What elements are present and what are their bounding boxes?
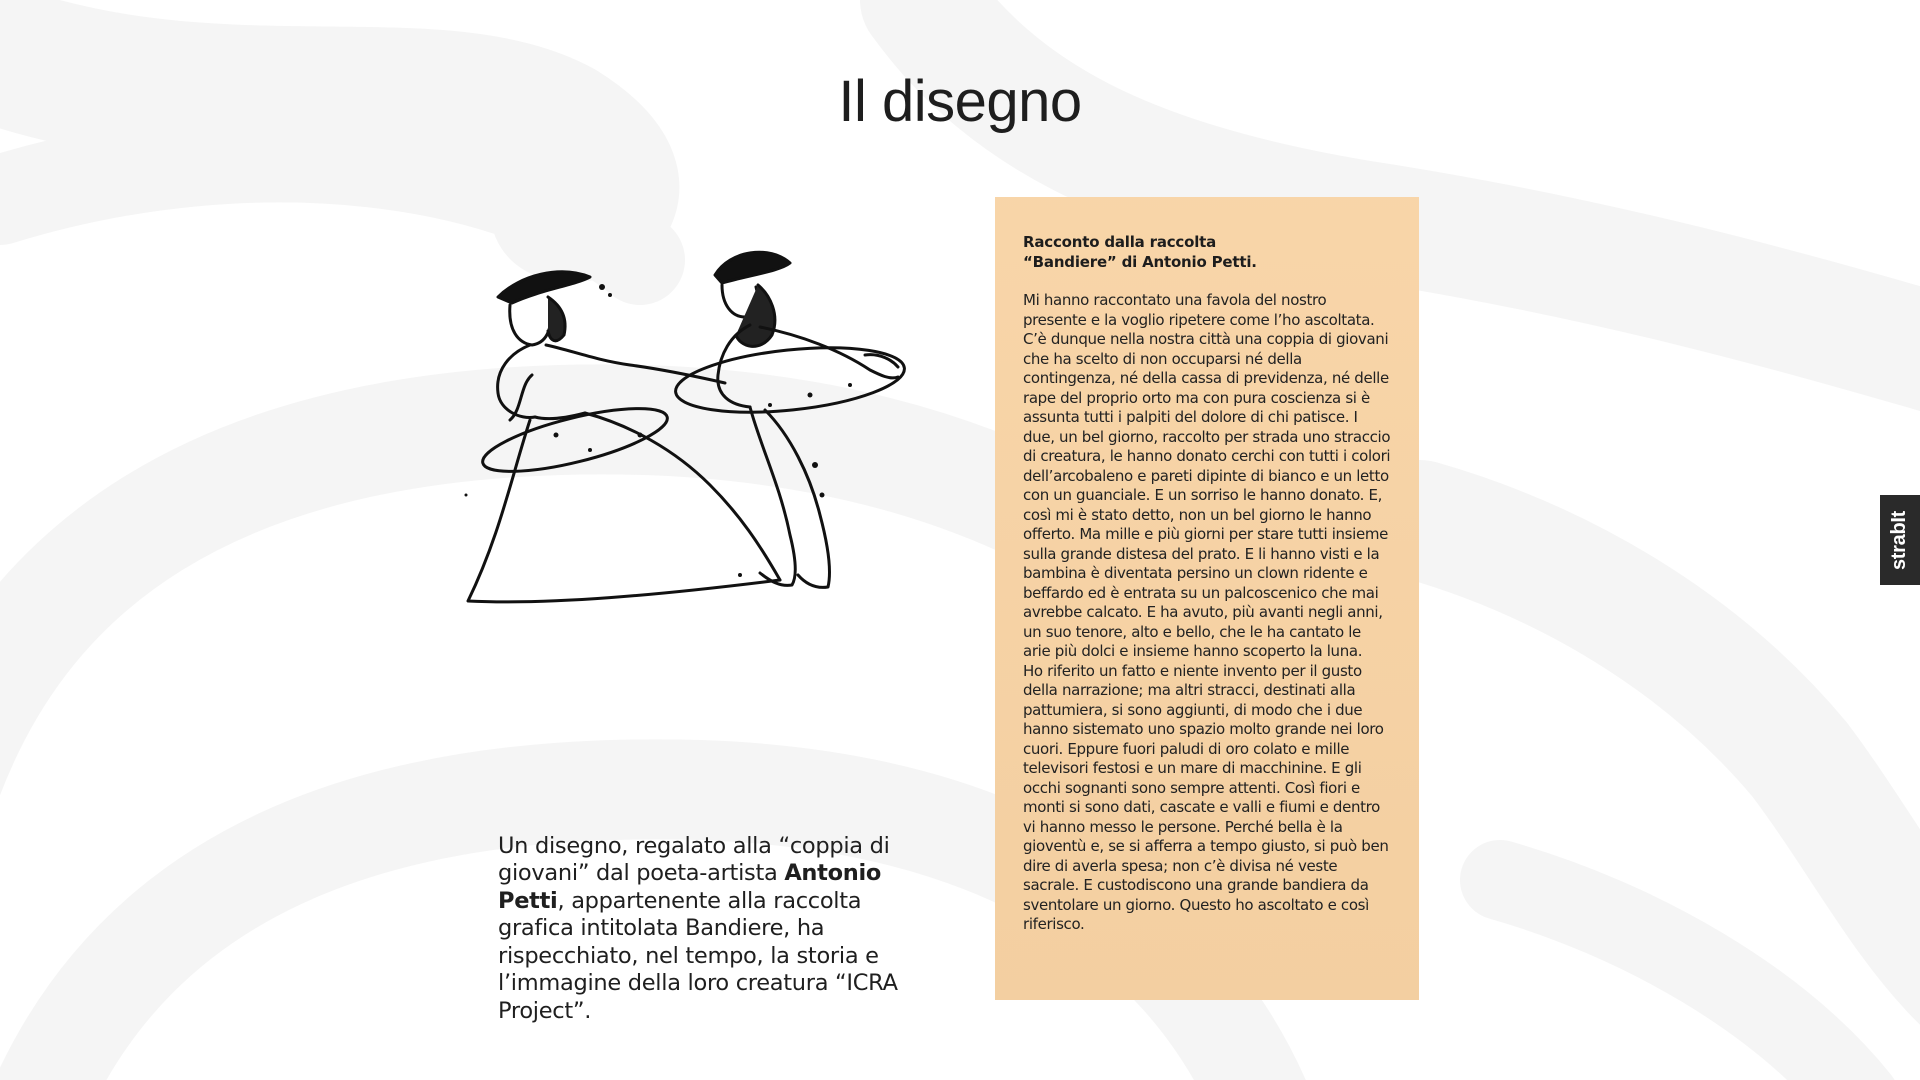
story-paragraph-2: Ho riferito un fatto e niente invento per il gusto della narrazione; ma altri stracci, destinati alla pattumiera, si sono aggiunti, di modo che i due hanno sistemato uno spazio molto grande nei loro cuori. Eppure fuori paludi di oro colato e mille televisori festosi e un mare di macchinine. E gli occhi sognanti sono sempre attenti. Così fiori e monti si sono dati, cascate e valli e fiumi e dentro vi hanno messo le persone. Perché bella è la gioventù e, se si afferra a tempo giusto, si può ben dire di averla spesa; non c’è divisa né veste sacrale. E custodiscono una grande bandiera da sventolare un giorno. Questo ho ascoltato e così riferisco.: [1023, 661, 1389, 933]
caption-author: Antonio Petti: [498, 860, 882, 914]
story-heading-line2: “Bandiere” di Antonio Petti.: [1023, 252, 1257, 271]
story-heading: [1023, 233, 1391, 272]
story-heading-line1: Racconto dalla raccolta: [1023, 233, 1217, 251]
story-card: [995, 197, 1419, 1000]
side-tab-button[interactable]: [1880, 495, 1920, 585]
caption-text-before: Un disegno, regalato alla “coppia di giovani” dal poeta-artista: [498, 832, 890, 886]
story-paragraph-1: Mi hanno raccontato una favola del nostro presente e la voglio ripetere come l’ho ascoltata. C’è dunque nella nostra città una coppia di giovani che ha scelto di non occuparsi né della contingenza, né della cassa di previdenza, né delle rape del proprio orto ma con pura coscienza si è assunta tutti i palpiti del dolore di chi patisce. I due, un bel giorno, raccolto per strada uno straccio di creatura, le hanno donato cerchi con tutti i colori dell’arcobaleno e pareti dipinte di bianco e un letto con un guanciale. E un sorriso le hanno donato. E, così mi è stato detto, non un bel giorno le hanno offerto. Ma mille e più giorni per stare tutti insieme sulla grande distesa del prato. E li hanno visti e la bambina è diventata persino un clown ridente e beffardo ed è entrata su un palcoscenico che mai avrebbe calcato. E ha avuto, più avanti negli anni, un suo tenore, alto e bello, che le ha cantato le arie più dolci e insieme hanno scoperto la luna.: [1023, 291, 1391, 660]
ink-drawing-dancing-couple-illustration: [460, 235, 985, 615]
side-tab-label: strabIt: [1888, 510, 1911, 570]
drawing-caption: [498, 833, 938, 1026]
page-title: Il disegno: [838, 69, 1082, 134]
caption-text-after: , appartenente alla raccolta grafica intitolata Bandiere, ha rispecchiato, nel tempo, la storia e l’immagine della loro creatura “ICRA Project”.: [498, 887, 898, 1024]
